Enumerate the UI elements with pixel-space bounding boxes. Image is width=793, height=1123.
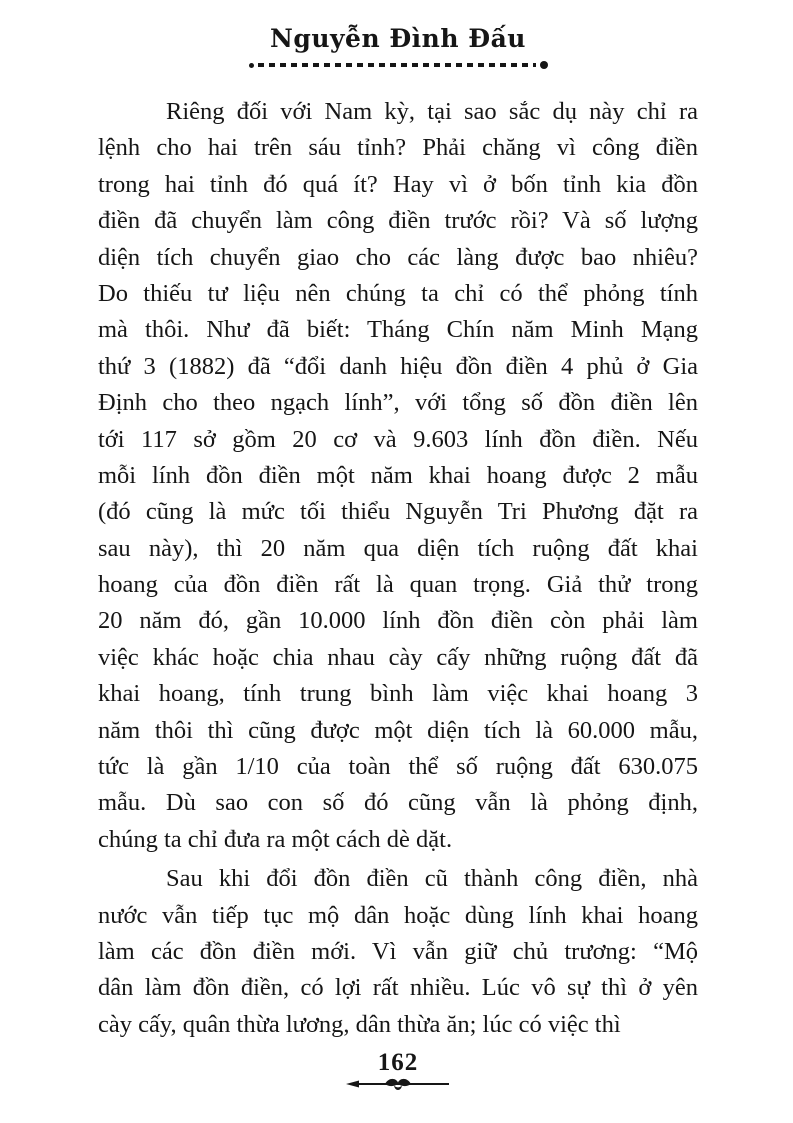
text-line: tức là gần 1/10 của toàn thể số ruộng đất 630.075 [98, 753, 698, 781]
text-line: năm thôi thì cũng được một diện tích là 60.000 mẫu, [98, 716, 698, 744]
text-line: Sau khi đổi đồn điền cũ thành công điền, nhà [166, 865, 698, 893]
running-header [98, 24, 698, 69]
text-line: hoang của đồn điền rất là quan trọng. Giả thử trong [98, 571, 698, 599]
text-line: nước vẫn tiếp tục mộ dân hoặc dùng lính khai hoang [98, 901, 698, 929]
text-line: sau này), thì 20 năm qua diện tích ruộng đất khai [98, 534, 698, 562]
text-line: lệnh cho hai trên sáu tỉnh? Phải chăng vì công điền [98, 134, 698, 162]
divider-left-dot-icon [249, 63, 254, 68]
divider-dashes [258, 63, 536, 67]
text-line: (đó cũng là mức tối thiểu Nguyễn Tri Phương đặt ra [98, 498, 698, 526]
author-name: Nguyễn Đình Đấu [270, 24, 526, 53]
text-line: 20 năm đó, gần 10.000 lính đồn điền còn phải làm [98, 607, 698, 635]
page-number: 162 [377, 1049, 419, 1076]
text-line: diện tích chuyển giao cho các làng được bao nhiêu? [98, 243, 698, 271]
page-body [98, 94, 698, 1043]
text-line: chúng ta chỉ đưa ra một cách dè dặt. [98, 825, 453, 853]
text-line: việc khác hoặc chia nhau cày cấy những ruộng đất đã [98, 643, 698, 671]
text-line: điền đã chuyển làm công điền trước rồi? Và số lượng [98, 207, 698, 235]
paragraph [98, 94, 698, 858]
text-line: Định cho theo ngạch lính”, với tổng số đồn điền lên [98, 389, 698, 417]
text-line: mỗi lính đồn điền một năm khai hoang được 2 mẫu [98, 461, 698, 489]
text-line: cày cấy, quân thừa lương, dân thừa ăn; lúc có việc thì [98, 1010, 621, 1038]
text-line: thứ 3 (1882) đã “đổi danh hiệu đồn điền 4 phủ ở Gia [98, 352, 698, 380]
text-line: Do thiếu tư liệu nên chúng ta chỉ có thể phỏng tính [98, 279, 698, 307]
text-line: tới 117 sở gồm 20 cơ và 9.603 lính đồn điền. Nếu [98, 425, 698, 453]
text-line: khai hoang, tính trung bình làm việc khai hoang 3 [98, 680, 698, 708]
paragraph [98, 861, 698, 1043]
text-line: Riêng đối với Nam kỳ, tại sao sắc dụ này chỉ ra [166, 98, 698, 125]
divider-right-dot-icon [540, 61, 548, 69]
text-line: mà thôi. Như đã biết: Tháng Chín năm Minh Mạng [98, 316, 698, 344]
text-line: trong hai tỉnh đó quá ít? Hay vì ở bốn tỉnh kia đồn [98, 170, 698, 198]
text-line: làm các đồn điền mới. Vì vẫn giữ chủ trương: “Mộ [98, 937, 698, 965]
page-footer [98, 1049, 698, 1094]
header-divider [98, 61, 698, 69]
footer-ornament-icon [345, 1078, 451, 1094]
text-line: mẫu. Dù sao con số đó cũng vẫn là phỏng định, [98, 789, 698, 817]
text-line: dân làm đồn điền, có lợi rất nhiều. Lúc vô sự thì ở yên [98, 974, 698, 1002]
